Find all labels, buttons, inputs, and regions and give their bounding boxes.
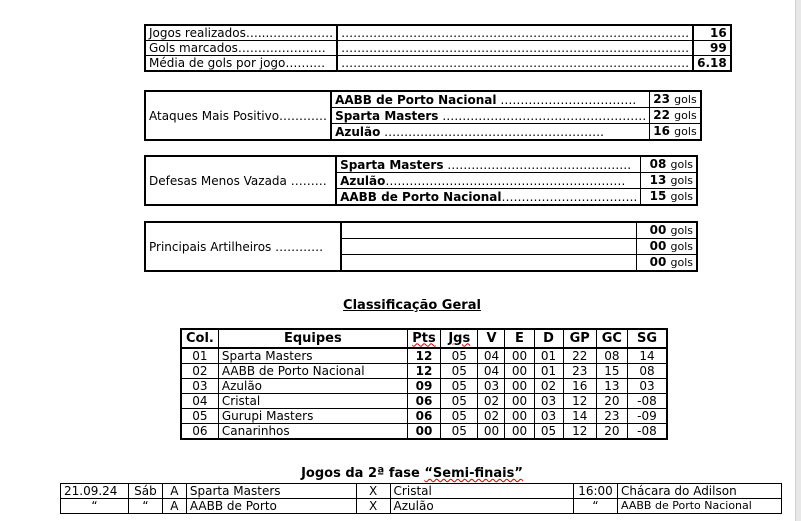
summary-label: Média de gols por jogo…….… [145,56,337,72]
attack-table [144,90,702,141]
cell-gc: 15 [596,364,627,379]
cell-col: 04 [181,394,218,409]
cell-pts: 00 [407,424,440,440]
cell-sg: -08 [627,394,667,409]
summary-dots: …………………………………………………………………………… [337,41,693,56]
cell-e: 00 [505,409,534,424]
cell-sg: 14 [627,348,667,364]
cell-d: 03 [534,394,563,409]
cell-v: 04 [478,348,505,364]
scorers-table [144,221,698,272]
defense-team: Azulão [340,173,386,188]
summary-label: Jogos realizados…....…………… [145,25,337,41]
cell-team: AABB de Porto Nacional [218,364,407,379]
table-row [181,364,667,379]
cell-col: 05 [181,409,218,424]
cell-pts: 12 [407,348,440,364]
defense-value-cell [641,173,697,189]
defense-team: AABB de Porto Nacional [340,189,502,204]
attack-label: Ataques Mais Positivo………… [145,91,331,140]
cell-v: 04 [478,364,505,379]
games-table [60,483,782,514]
attack-dots: …………………………………………… [438,108,647,123]
cell-sg: -08 [627,424,667,440]
cell-e: 00 [505,424,534,440]
game-date: “ [61,499,129,514]
defense-dots: ……………………………. [501,189,638,204]
cell-gc: 08 [596,348,627,364]
game-time: 16:00 [574,484,618,499]
attack-team-cell [331,91,650,108]
scorers-row [145,222,697,239]
header-equipes: Equipes [218,329,407,348]
game-venue: AABB de Porto Nacional [618,499,782,514]
header-e: E [505,329,534,348]
attack-dots: ………………………………………………. [380,124,604,139]
cell-team: Gurupi Masters [218,409,407,424]
scorers-name-cell [341,239,636,255]
cell-d: 01 [534,348,563,364]
scrollbar[interactable] [795,0,801,521]
scorers-value-cell [636,255,697,272]
cell-sg: 08 [627,364,667,379]
defense-value: 08 [649,157,667,171]
game-home: Sparta Masters [186,484,356,499]
defense-team: Sparta Masters [340,157,444,172]
attack-unit: gols [674,125,697,138]
defense-value: 15 [649,189,667,203]
cell-jgs: 05 [441,394,478,409]
game-date: 21.09.24 [61,484,129,499]
scorers-unit: gols [670,256,693,269]
cell-pts: 09 [407,379,440,394]
game-day: “ [128,499,162,514]
defense-dots: ………………………………………. [443,157,632,172]
header-gc: GC [596,329,627,348]
cell-gc: 20 [596,424,627,440]
summary-label: Gols marcados……….………… [145,41,337,56]
defense-unit: gols [670,174,693,187]
defense-value-cell [641,156,697,173]
cell-e: 00 [505,348,534,364]
cell-d: 01 [534,364,563,379]
cell-e: 00 [505,394,534,409]
cell-pts: 06 [407,409,440,424]
summary-dots: …………………………………………………………………………… [337,56,693,72]
cell-v: 03 [478,379,505,394]
game-row [61,484,782,499]
summary-value: 6.18 [693,56,731,72]
game-group: A [162,499,186,514]
cell-d: 03 [534,409,563,424]
cell-team: Azulão [218,379,407,394]
game-versus: X [356,484,390,499]
cell-gp: 14 [563,409,596,424]
defense-unit: gols [670,190,693,203]
defense-label: Defesas Menos Vazada ……… [145,156,336,205]
table-row [181,379,667,394]
summary-row [145,25,731,41]
table-row [181,348,667,364]
table-row [181,394,667,409]
summary-row [145,56,731,72]
attack-row [145,91,701,108]
classification-header-row [181,329,667,348]
cell-gp: 12 [563,424,596,440]
game-venue: Chácara do Adilson [618,484,782,499]
cell-col: 02 [181,364,218,379]
games-title [262,466,562,481]
cell-sg: -09 [627,409,667,424]
games-title-emph: “Semi-finais” [424,466,523,481]
attack-team: AABB de Porto Nacional [335,92,497,107]
cell-col: 06 [181,424,218,440]
cell-e: 00 [505,379,534,394]
attack-team: Azulão [335,124,381,139]
scorers-value: 00 [649,255,667,269]
cell-gp: 16 [563,379,596,394]
attack-value: 16 [653,124,670,138]
defense-unit: gols [670,158,693,171]
cell-gp: 22 [563,348,596,364]
game-group: A [162,484,186,499]
cell-e: 00 [505,364,534,379]
scorers-value: 00 [649,223,667,237]
cell-jgs: 05 [441,348,478,364]
header-d: D [534,329,563,348]
game-away: Cristal [390,484,574,499]
header-jgs: Jgs [441,329,478,348]
attack-value-cell [650,91,701,108]
cell-v: 02 [478,409,505,424]
game-versus: X [356,499,390,514]
header-pts: Pts [407,329,440,348]
game-day: Sáb [128,484,162,499]
defense-value: 13 [649,173,667,187]
cell-sg: 03 [627,379,667,394]
attack-team: Sparta Masters [335,108,439,123]
scorers-value: 00 [649,239,667,253]
cell-gc: 20 [596,394,627,409]
classification-title: Classificação Geral [343,298,481,313]
summary-row [145,41,731,56]
scorers-label: Principais Artilheiros ………… [145,222,341,271]
scorers-value-cell [636,222,697,239]
cell-team: Sparta Masters [218,348,407,364]
cell-gc: 13 [596,379,627,394]
defense-team-cell [336,189,641,206]
scorers-unit: gols [670,224,693,237]
header-col: Col. [181,329,218,348]
cell-jgs: 05 [441,364,478,379]
attack-dots: ……………………………. [496,92,637,107]
table-row [181,424,667,440]
scorers-unit: gols [670,240,693,253]
cell-col: 01 [181,348,218,364]
attack-value-cell [650,108,701,124]
cell-v: 00 [478,424,505,440]
defense-table [144,155,698,206]
attack-value-cell [650,124,701,141]
cell-jgs: 05 [441,424,478,440]
attack-value: 22 [653,108,670,122]
scorers-value-cell [636,239,697,255]
cell-team: Cristal [218,394,407,409]
attack-value: 23 [653,92,670,106]
attack-unit: gols [674,109,697,122]
cell-pts: 06 [407,394,440,409]
summary-value: 99 [693,41,731,56]
cell-d: 02 [534,379,563,394]
defense-team-cell [336,173,641,189]
cell-jgs: 05 [441,379,478,394]
cell-jgs: 05 [441,409,478,424]
header-sg: SG [627,329,667,348]
defense-value-cell [641,189,697,206]
attack-unit: gols [674,93,697,106]
cell-gp: 23 [563,364,596,379]
game-row [61,499,782,514]
cell-gp: 12 [563,394,596,409]
defense-team-cell [336,156,641,173]
defense-row [145,156,697,173]
scorers-name-cell [341,255,636,272]
cell-team: Canarinhos [218,424,407,440]
attack-team-cell [331,108,650,124]
game-home: AABB de Porto [186,499,356,514]
cell-pts: 12 [407,364,440,379]
cell-v: 02 [478,394,505,409]
summary-value: 16 [693,25,731,41]
header-v: V [478,329,505,348]
summary-dots: …………………………………………………………………………… [337,25,693,41]
games-title-prefix: Jogos da 2ª fase [301,466,425,481]
defense-dots: …………………………………………………… [385,173,626,188]
attack-team-cell [331,124,650,141]
table-row [181,409,667,424]
header-gp: GP [563,329,596,348]
scorers-name-cell [341,222,636,239]
classification-table [180,328,668,440]
cell-gc: 23 [596,409,627,424]
game-away: Azulão [390,499,574,514]
cell-col: 03 [181,379,218,394]
cell-d: 05 [534,424,563,440]
game-time: “ [574,499,618,514]
summary-table [144,24,732,72]
